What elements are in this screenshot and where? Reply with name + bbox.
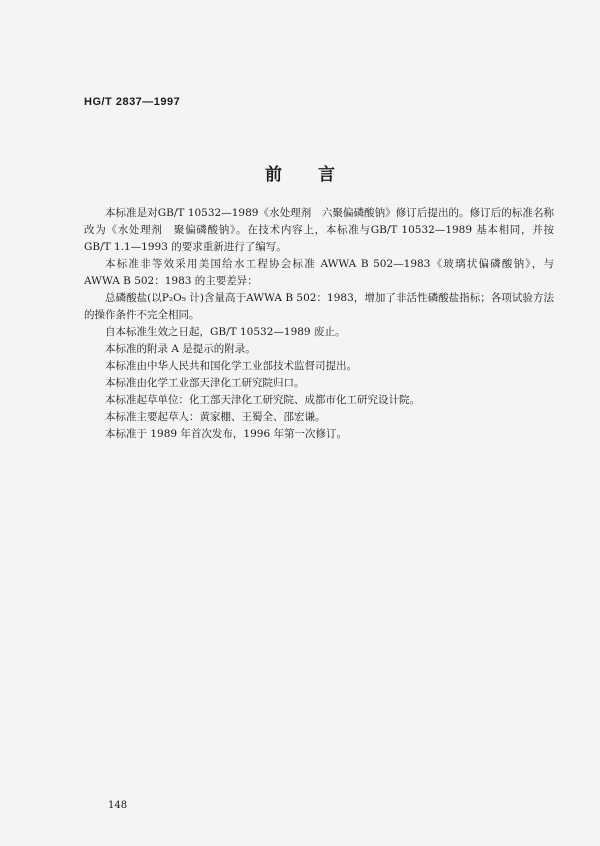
paragraph: 总磷酸盐(以P₂O₅ 计)含量高于AWWA B 502：1983，增加了非活性磷酸盐指标；各项试验方法的操作条件不完全相同。 (84, 292, 554, 321)
standard-code: HG/T 2837—1997 (84, 96, 181, 108)
title-char-2: 言 (318, 165, 335, 185)
foreword-body (84, 205, 554, 443)
paragraph: 自本标准生效之日起，GB/T 10532—1989 废止。 (105, 326, 346, 338)
paragraph: 本标准于 1989 年首次发布，1996 年第一次修订。 (105, 428, 347, 440)
paragraph: 本标准主要起草人：黄家棚、王蜀全、邵宏谦。 (105, 411, 326, 423)
paragraph: 本标准是对GB/T 10532—1989《水处理剂 六聚偏磷酸钠》修订后提出的。修订后的标准名称改为《水处理剂 聚偏磷酸钠》。在技术内容上，本标准与GB/T 10532—1989 基本相同，并按GB/T 1.1—1993 的要求重新进行了编写。 (84, 207, 554, 253)
paragraph: 本标准非等效采用美国给水工程协会标准 AWWA B 502—1983《玻璃状偏磷酸钠》，与 AWWA B 502：1983 的主要差异： (84, 258, 554, 287)
paragraph: 本标准的附录 A 是提示的附录。 (105, 343, 256, 355)
paragraph: 本标准起草单位：化工部天津化工研究院、成都市化工研究设计院。 (105, 394, 420, 406)
paragraph: 本标准由中华人民共和国化学工业部技术监督司提出。 (105, 360, 357, 372)
page-title (0, 160, 600, 185)
page-number: 148 (108, 800, 128, 811)
paragraph: 本标准由化学工业部天津化工研究院归口。 (105, 377, 305, 389)
title-char-1: 前 (265, 165, 282, 185)
